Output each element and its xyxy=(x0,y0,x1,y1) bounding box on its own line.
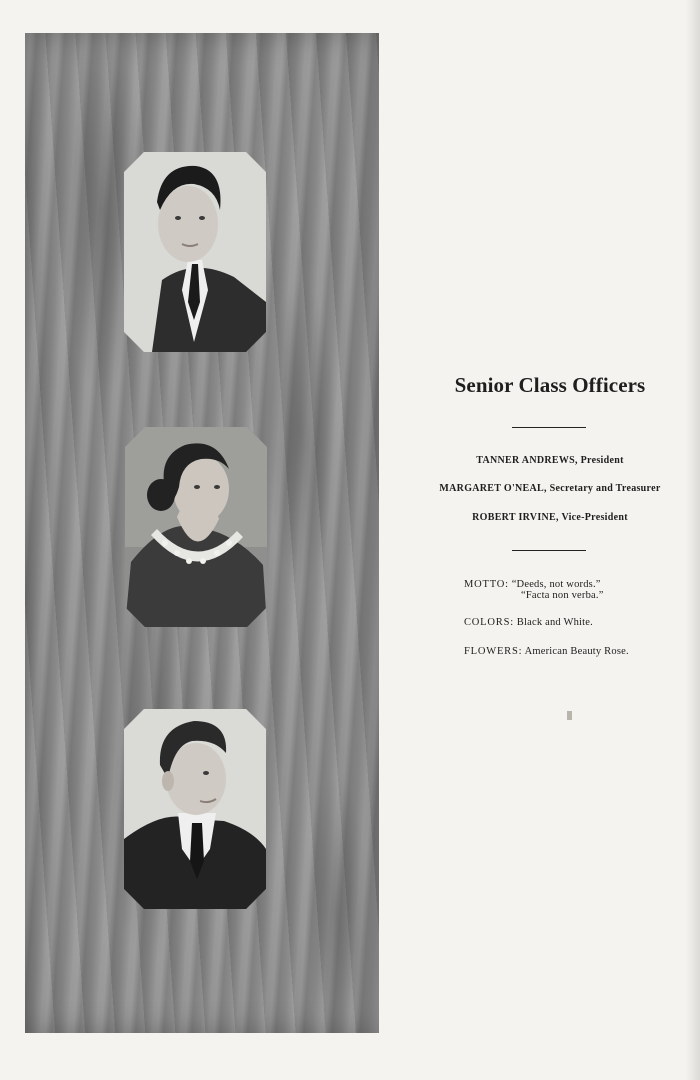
portrait-photo-2 xyxy=(125,427,267,627)
flowers-value: American Beauty Rose. xyxy=(524,646,629,657)
officer-entry: ROBERT IRVINE, Vice-President xyxy=(472,512,628,523)
colors-label: COLORS: xyxy=(464,617,514,628)
colors-value: Black and White. xyxy=(516,617,593,628)
page-edge-shadow xyxy=(686,0,700,1080)
motto-label: MOTTO: xyxy=(464,579,509,590)
divider-top xyxy=(512,427,586,428)
officer-entry: MARGARET O'NEAL, Secretary and Treasurer xyxy=(439,483,661,494)
officer-name: ROBERT IRVINE xyxy=(472,512,557,523)
motto-latin: “Facta non verba.” xyxy=(521,590,604,601)
divider-bottom xyxy=(512,550,586,551)
officer-name: TANNER ANDREWS xyxy=(476,455,576,466)
page-title: Senior Class Officers xyxy=(454,373,646,397)
officer-name: MARGARET O'NEAL xyxy=(439,483,545,494)
flowers-entry xyxy=(464,646,629,657)
motto-english: “Deeds, not words.” xyxy=(511,579,601,590)
paper-speck xyxy=(567,711,572,720)
officer-role: Vice-President xyxy=(561,512,628,523)
motto-entry xyxy=(464,579,604,601)
colors-entry xyxy=(464,617,593,628)
officer-role: Secretary and Treasurer xyxy=(549,483,661,494)
flowers-label: FLOWERS: xyxy=(464,646,523,657)
portrait-photo-1 xyxy=(124,152,266,352)
portrait-photo-3 xyxy=(124,709,266,909)
officer-role: President xyxy=(580,455,624,466)
officer-entry: TANNER ANDREWS, President xyxy=(476,455,624,466)
